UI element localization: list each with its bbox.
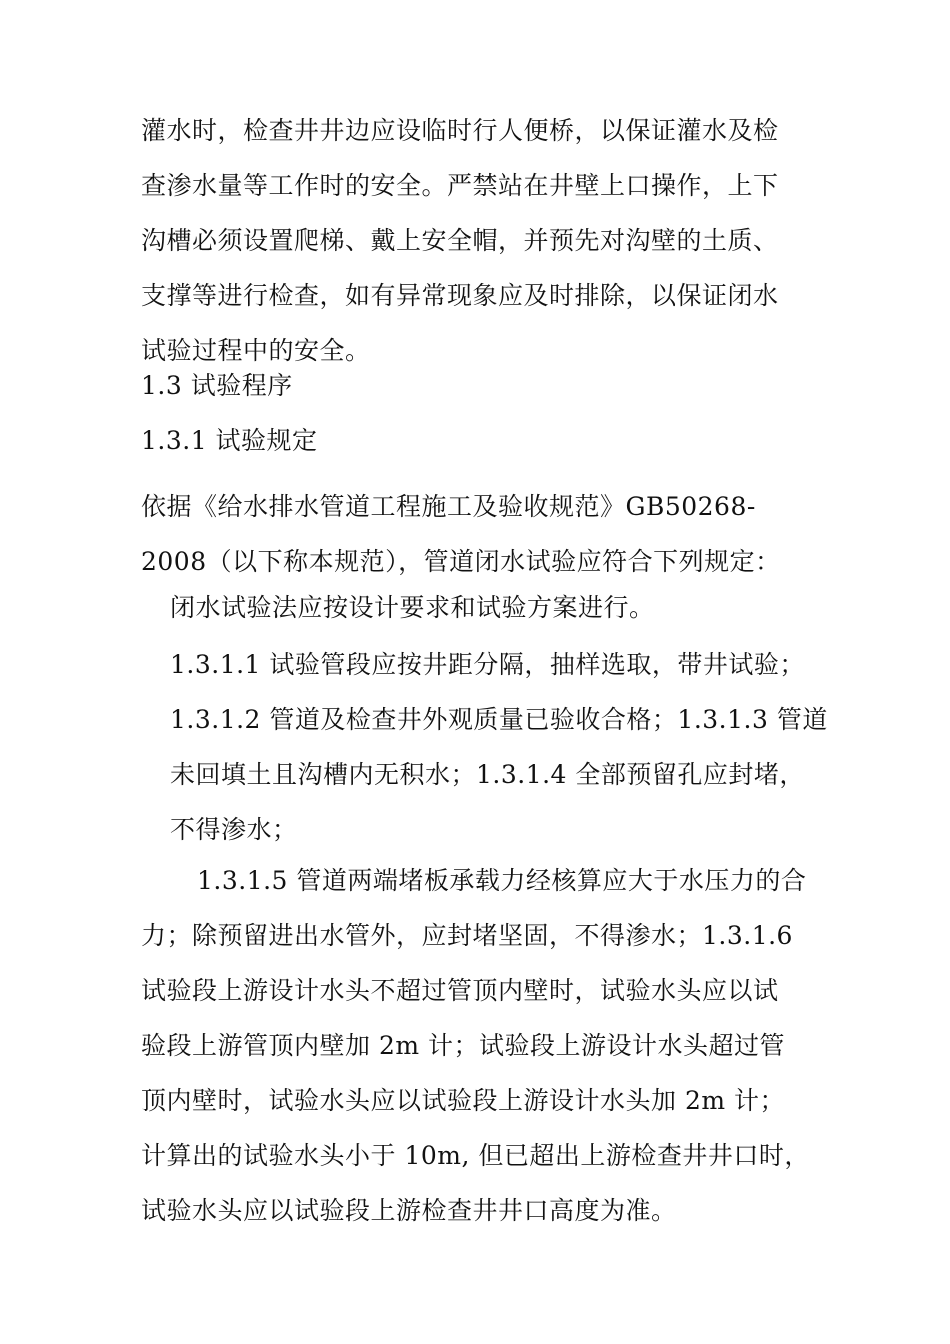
paragraph-line: 不得渗水；	[170, 815, 298, 844]
section-heading-1-3-1	[141, 413, 318, 468]
paragraph-line: 未回填土且沟槽内无积水；1.3.1.4 全部预留孔应封堵，	[170, 760, 805, 789]
section-heading-1-3	[141, 358, 293, 413]
paragraph-rules-list	[170, 637, 828, 857]
paragraph-line: 沟槽必须设置爬梯、戴上安全帽，并预先对沟壁的土质、	[141, 226, 779, 255]
paragraph-line: 依据《给水排水管道工程施工及验收规范》GB50268-	[141, 492, 756, 521]
paragraph-safety	[141, 103, 779, 378]
paragraph-line: 试验段上游设计水头不超过管顶内壁时，试验水头应以试	[141, 976, 779, 1005]
paragraph-line: 顶内壁时，试验水头应以试验段上游设计水头加 2m 计；	[141, 1086, 786, 1115]
paragraph-line: 1.3.1.5 管道两端堵板承载力经核算应大于水压力的合	[197, 866, 807, 895]
paragraph-line: 支撑等进行检查，如有异常现象应及时排除，以保证闭水	[141, 281, 779, 310]
paragraph-line: 1.3.1.1 试验管段应按井距分隔，抽样选取，带井试验；	[170, 650, 805, 679]
paragraph-line: 力；除预留进出水管外，应封堵坚固，不得渗水；1.3.1.6	[141, 921, 793, 950]
paragraph-line: 查渗水量等工作时的安全。严禁站在井壁上口操作，上下	[141, 171, 779, 200]
paragraph-standard-reference	[141, 479, 781, 589]
paragraph-line: 计算出的试验水头小于 10m, 但已超出上游检查井井口时，	[141, 1141, 810, 1170]
heading-text: 1.3.1 试验规定	[141, 426, 318, 455]
paragraph-water-head	[141, 853, 810, 1238]
heading-text: 1.3 试验程序	[141, 371, 293, 400]
paragraph-method	[170, 580, 655, 635]
paragraph-line: 2008（以下称本规范），管道闭水试验应符合下列规定：	[141, 547, 781, 576]
paragraph-line: 1.3.1.2 管道及检查井外观质量已验收合格；1.3.1.3 管道	[170, 705, 828, 734]
paragraph-line: 验段上游管顶内壁加 2m 计；试验段上游设计水头超过管	[141, 1031, 786, 1060]
paragraph-line: 灌水时，检查井井边应设临时行人便桥，以保证灌水及检	[141, 116, 779, 145]
paragraph-line: 试验过程中的安全。	[141, 336, 371, 365]
paragraph-line: 闭水试验法应按设计要求和试验方案进行。	[170, 593, 655, 622]
paragraph-line: 试验水头应以试验段上游检查井井口高度为准。	[141, 1196, 677, 1225]
